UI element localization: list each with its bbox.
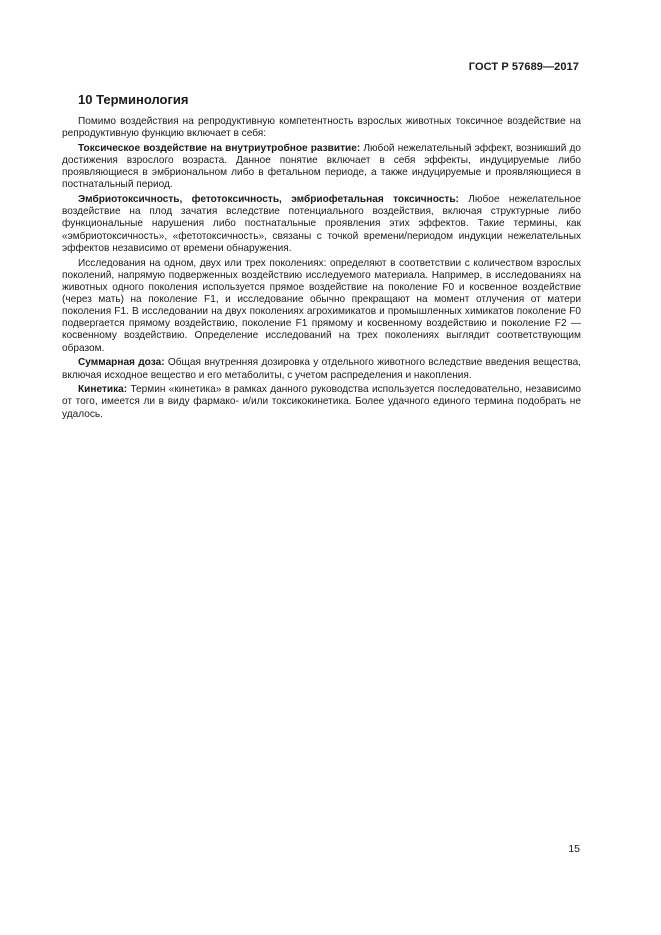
- generations-paragraph: Исследования на одном, двух или трех поколениях: определяют в соответствии с количеством взрослых поколений, напрямую подверженных воздействию исследуемого материала. Например, в исследованиях на животных одного поколения используется прямое воздействие на поколение F0 и косвенное воздействие (через мать) на поколение F1, и исследование обычно прекращают на момент отлучения от матери поколения F1. В исследовании на двух поколениях агрохимикатов и промышленных химикатов поколение F0 подвергается прямому воздействию, поколение F1 прямому и косвенному воздействию и поколение F2 — косвенному воздействию. Определение исследований на трех поколениях выглядит соответствующим образом.: [62, 257, 581, 354]
- term-name: Эмбриотоксичность, фетотоксичность, эмбриофетальная токсичность:: [78, 194, 459, 206]
- term-name: Токсическое воздействие на внутриутробное развитие:: [78, 142, 361, 154]
- term-paragraph-prenatal: [62, 143, 581, 192]
- page-number: 15: [568, 843, 580, 855]
- term-paragraph-kinetics: [62, 384, 581, 420]
- term-paragraph-embryotoxicity: [62, 194, 581, 255]
- term-definition: Термин «кинетика» в рамках данного руководства используется последовательно, независимо от того, имеется ли в виду фармако- и/или токсикокинетика. Более удачного единого термина подобрать не удалось.: [62, 384, 581, 420]
- term-definition: Любое нежелательное воздействие на плод зачатия вследствие потенциального воздействия, включая структурные либо функциональные нарушения либо постнатальные проявления этих эффектов. Такие термины, как «эмбриотоксичность», «фетотоксичность», связаны с точкой времени/периодом индукции нежелательных эффектов независимо от времени обнаружения.: [62, 194, 581, 254]
- section-title: 10 Терминология: [78, 92, 189, 107]
- term-definition: Общая внутренняя дозировка у отдельного животного вследствие введения вещества, включая исходное вещество и его метаболиты, с учетом распределения и накопления.: [62, 357, 582, 381]
- term-name: Кинетика:: [78, 384, 128, 396]
- term-paragraph-total-dose: [62, 357, 581, 381]
- term-definition: Любой нежелательный эффект, возникший до достижения взрослого возраста. Данное понятие включает в себя эффекты, индуцируемые либо проявляющиеся в эмбриональном либо в фетальном периоде, а также индуцируемые и проявляющиеся в постнатальный период.: [62, 142, 581, 191]
- intro-paragraph: Помимо воздействия на репродуктивную компетентность взрослых животных токсичное воздействие на репродуктивную функцию включает в себя:: [62, 116, 581, 140]
- standard-code-header: ГОСТ Р 57689—2017: [468, 61, 579, 73]
- term-name: Суммарная доза:: [78, 357, 165, 369]
- section-body: [62, 116, 581, 423]
